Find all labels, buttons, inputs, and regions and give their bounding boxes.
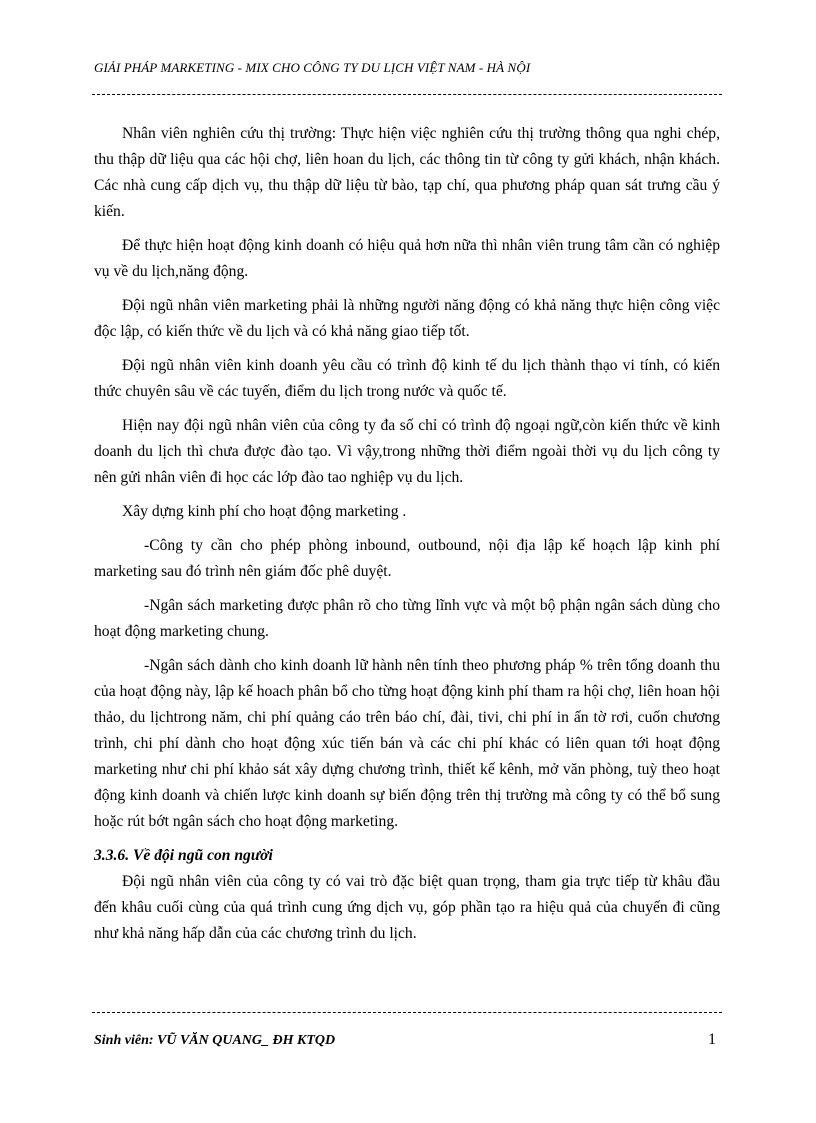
paragraph: Đội ngũ nhân viên kinh doanh yêu cầu có trình độ kinh tế du lịch thành thạo vi tính, có kiến thức chuyên sâu về các tuyến, điểm du lịch trong nước và quốc tế. [94,357,720,400]
student-name: Sinh viên: VŨ VĂN QUANG_ ĐH KTQD [94,1033,336,1048]
section-heading: 3.3.6. Về đội ngũ con người [94,847,273,864]
paragraph: Nhân viên nghiên cứu thị trường: Thực hiện việc nghiên cứu thị trường thông qua nghi chép, thu thập dữ liệu qua các hội chợ, liên hoan du lịch, các thông tin từ công ty gửi khách, nhận khách. Các nhà cung cấp dịch vụ, thu thập dữ liệu từ bào, tạp chí, qua phương pháp quan sát trưng cầu ý kiến. [94,125,720,220]
footer-divider [92,1012,722,1013]
paragraph: Đội ngũ nhân viên của công ty có vai trò đặc biệt quan trọng, tham gia trực tiếp từ khâu đầu đến khâu cuối cùng của quá trình cung ứng dịch vụ, góp phần tạo ra hiệu quả của chuyến đi cũng như khả năng hấp dẫn của các chương trình du lịch. [94,873,720,942]
paragraph: Hiện nay đội ngũ nhân viên của công ty đa số chỉ có trình độ ngoại ngữ,còn kiến thức về kinh doanh du lịch thì chưa được đào tạo. Vì vậy,trong những thời điểm ngoài thời vụ du lịch công ty nên gửi nhân viên đi học các lớp đào tao nghiệp vụ du lịch. [94,417,720,486]
paragraph: -Ngân sách marketing được phân rõ cho từng lĩnh vực và một bộ phận ngân sách dùng cho hoạt động marketing chung. [94,597,720,640]
paragraph: -Công ty cần cho phép phòng inbound, outbound, nội địa lập kế hoạch lập kinh phí marketing sau đó trình nên giám đốc phê duyệt. [94,537,720,580]
document-body [94,121,720,949]
page-number: 1 [708,1031,716,1048]
page-footer [94,1033,720,1049]
running-header: GIẢI PHÁP MARKETING - MIX CHO CÔNG TY DU LỊCH VIỆT NAM - HÀ NỘI [94,60,531,75]
paragraph: Để thực hiện hoạt động kinh doanh có hiệu quả hơn nữa thì nhân viên trung tâm cần có nghiệp vụ về du lịch,năng động. [94,237,720,280]
paragraph: Đội ngũ nhân viên marketing phải là những người năng động có khả năng thực hiện công việc độc lập, có kiến thức về du lịch và có khả năng giao tiếp tốt. [94,297,720,340]
paragraph: Xây dựng kinh phí cho hoạt động marketing . [122,503,407,520]
header-divider [92,94,722,95]
paragraph: -Ngân sách dành cho kinh doanh lữ hành nên tính theo phương pháp % trên tổng doanh thu của hoạt động này, lập kế hoach phân bổ cho từng hoạt động kinh phí tham ra hội chợ, liên hoan hội thảo, du lịchtrong năm, chi phí quảng cáo trên báo chí, đài, tivi, chi phí in ấn tờ rơi, cuốn chương trình, chi phí dành cho hoạt động xúc tiến bán và các chi phí khác có liên quan tới hoạt động marketing như chi phí khảo sát xây dựng chương trình, thiết kế kênh, mở văn phòng, tuỳ theo hoạt động kinh doanh và chiến lược kinh doanh sự biến động trên thị trường mà công ty có thể bổ sung hoặc rút bớt ngân sách cho hoạt động marketing. [94,657,720,830]
